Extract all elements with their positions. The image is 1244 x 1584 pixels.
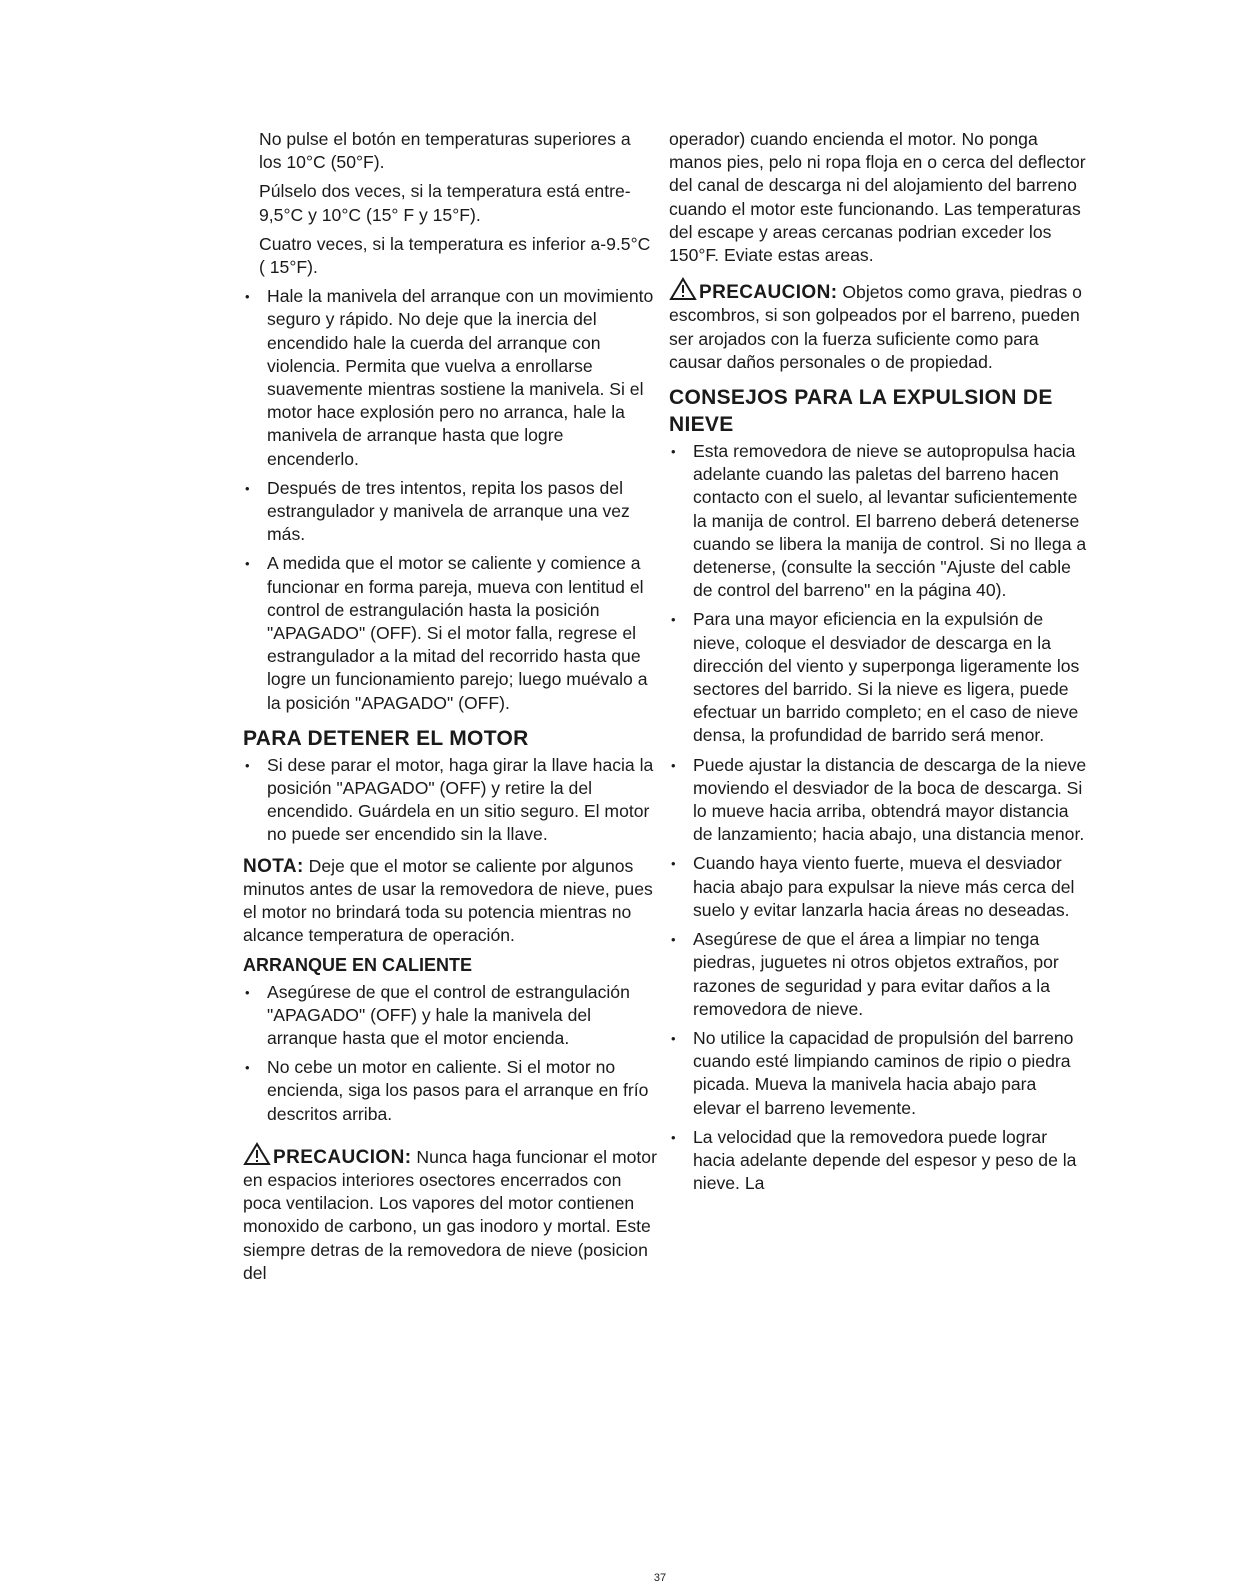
list-item: • Hale la manivela del arranque con un movimiento seguro y rápido. No deje que la inercia del encendido hale la cuerda del arranque con violencia. Permita que vuelva a enrollarse suavemente mientras sostiene la manivela. Si el motor hace explosión pero no arranca, hale la manivela de arranque hasta que logre encenderlo. [243,285,658,471]
intro-paragraph: Cuatro veces, si la temperatura es inferior a-9.5°C ( 15°F). [259,233,651,278]
list-item: • Para una mayor eficiencia en la expulsión de nieve, coloque el desviador de descarga en la dirección del viento y superponga ligeramente los sectores del barrido. Si la nieve es ligera, puede efectuar un barrido completo; en el caso de nieve densa, la profundidad de barrido será menor. [669,608,1087,747]
caution-label: PRECAUCION: [273,1146,412,1168]
note-label: NOTA: [243,855,304,877]
caution-text: Objetos como grava, piedras o escombros, si son golpeados por el barreno, pueden ser arojados con la fuerza suficiente como para causar daños personales o de propiedad. [669,282,1082,372]
list-item: • A medida que el motor se caliente y comience a funcionar en forma pareja, mueva con lentitud el control de estrangulación hasta la posición "APAGADO" (OFF). Si el motor falla, regrese el estrangulador a la mitad del recorrido hasta que logre un funcionamiento parejo; luego muévalo a la posición "APAGADO" (OFF). [243,552,658,714]
caution-paragraph [243,1142,658,1285]
caution-text: Nunca haga funcionar el motor en espacios interiores osectores encerrados con poca ventilacion. Los vapores del motor contienen monoxido de carbono, un gas inodoro y mortal. Este siempre detras de la removedora de nieve (posicion del [243,1146,657,1283]
stop-bullet-list [243,754,658,847]
list-item: • Asegúrese de que el área a limpiar no tenga piedras, juguetes ni otros objetos extraños, por razones de seguridad y para evitar daños a la removedora de nieve. [669,928,1087,1021]
hot-start-heading: ARRANQUE EN CALIENTE [243,954,473,975]
note-text: Deje que el motor se caliente por algunos minutos antes de usar la removedora de nieve, pues el motor no brindará toda su potencia mientras no alcance temperatura de operación. [243,855,653,946]
list-item: • La velocidad que la removedora puede lograr hacia adelante depende del espesor y peso de la nieve. La [669,1126,1087,1196]
warning-triangle-icon [669,277,697,301]
intro-paragraph: Púlselo dos veces, si la temperatura está entre-9,5°C y 10°C (15° F y 15°F). [259,181,631,225]
snow-tips-bullet-list [669,440,1087,1195]
snow-tips-heading: CONSEJOS PARA LA EXPULSION DE NIEVE [669,386,1053,437]
stop-engine-heading: PARA DETENER EL MOTOR [243,726,529,750]
warning-triangle-icon [243,1142,271,1166]
page-number: 37 [653,1572,667,1584]
intro-paragraph: No pulse el botón en temperaturas superiores a los 10°C (50°F). [259,129,631,173]
list-item: • Cuando haya viento fuerte, mueva el desviador hacia abajo para expulsar la nieve más cerca del suelo y evitar lanzarla hacia áreas no deseadas. [669,852,1087,922]
right-column [669,128,1087,1203]
start-bullet-list [243,285,658,715]
continued-paragraph: operador) cuando encienda el motor. No ponga manos pies, pelo ni ropa floja en o cerca del deflector del canal de descarga ni del alojamiento del barreno cuando el motor este funcionando. Las temperaturas del escape y areas cercanas podrian exceder los 150°F. Eviate estas areas. [669,129,1086,266]
caution-paragraph [669,277,1087,374]
intro-block [243,128,658,279]
list-item: • Esta removedora de nieve se autopropulsa hacia adelante cuando las paletas del barreno hacen contacto con el suelo, al levantar suficientemente la manija de control. El barreno deberá detenerse cuando se libera la manija de control. Si no llega a detenerse, (consulte la sección "Ajuste del cable de control del barreno" en la página 40). [669,440,1087,602]
hot-start-bullet-list [243,981,658,1126]
list-item: • Si dese parar el motor, haga girar la llave hacia la posición "APAGADO" (OFF) y retire la del encendido. Guárdela en un sitio seguro. El motor no puede ser encendido sin la llave. [243,754,658,847]
caution-label: PRECAUCION: [699,282,838,304]
note-paragraph [243,855,658,948]
list-item: • Asegúrese de que el control de estrangulación "APAGADO" (OFF) y hale la manivela del arranque hasta que el motor encienda. [243,981,658,1051]
list-item: • No utilice la capacidad de propulsión del barreno cuando esté limpiando caminos de ripio o piedra picada. Mueva la manivela hacia abajo para elevar el barreno levemente. [669,1027,1087,1120]
list-item: • Después de tres intentos, repita los pasos del estrangulador y manivela de arranque una vez más. [243,477,658,547]
left-column [243,128,658,1291]
list-item: • No cebe un motor en caliente. Si el motor no encienda, siga los pasos para el arranque en frío descritos arriba. [243,1056,658,1126]
list-item: • Puede ajustar la distancia de descarga de la nieve moviendo el desviador de la boca de descarga. Si lo mueve hacia arriba, obtendrá mayor distancia de lanzamiento; hacia abajo, una distancia menor. [669,754,1087,847]
